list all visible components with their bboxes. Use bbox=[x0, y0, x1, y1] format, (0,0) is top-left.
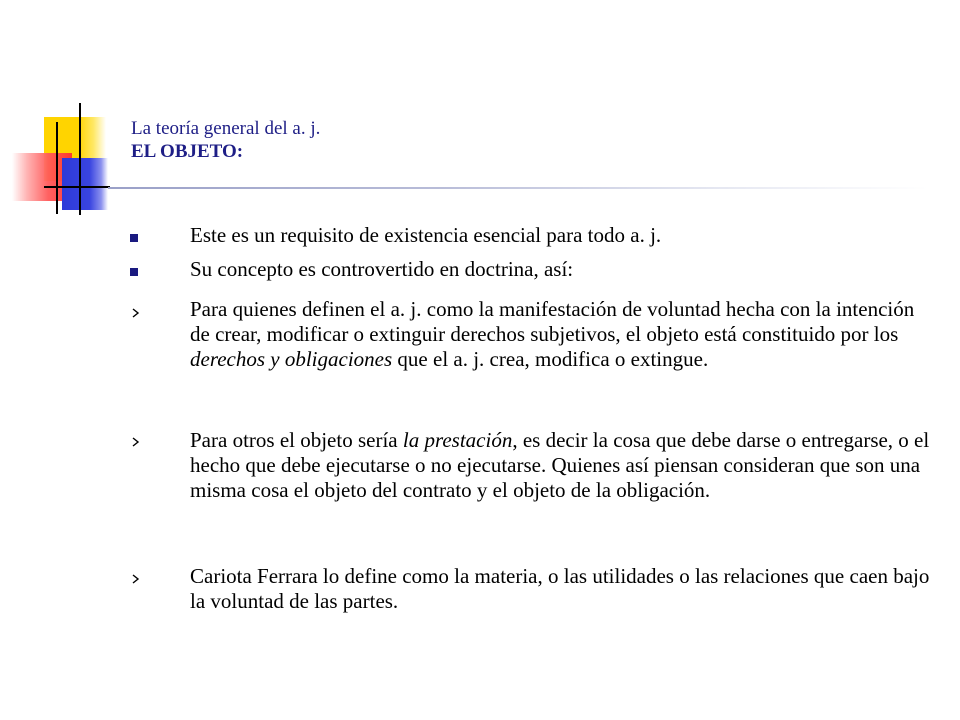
list-item bbox=[190, 223, 935, 248]
title-line-1: La teoría general del a. j. bbox=[131, 118, 321, 139]
list-item bbox=[190, 297, 935, 372]
arrow-bullet-icon bbox=[130, 573, 142, 585]
emphasized-text: derechos y obligaciones bbox=[190, 347, 393, 371]
item-text: Para quienes definen el a. j. como la manifestación de voluntad hecha con la intención de crear, modificar o extinguir derechos subjetivos, el objeto está constituido por los bbox=[190, 297, 915, 346]
item-text: Este es un requisito de existencia esencial para todo a. j. bbox=[190, 223, 662, 247]
square-bullet-icon bbox=[130, 234, 138, 242]
list-item bbox=[190, 564, 935, 614]
square-bullet-icon bbox=[130, 268, 138, 276]
item-text: que el a. j. crea, modifica o extingue. bbox=[392, 347, 709, 371]
item-text: Su concepto es controvertido en doctrina, así: bbox=[190, 257, 574, 281]
item-text: , es decir la cosa que debe darse o entregarse, o el hecho que debe ejecutarse o no ejecutarse. Quienes así piensan consideran que son una misma cosa el objeto del contrato y el objeto de la obligación. bbox=[190, 428, 930, 502]
item-text: Cariota Ferrara lo define como la materia, o las utilidades o las relaciones que caen bajo la voluntad de las partes. bbox=[190, 564, 930, 613]
title-line-2: EL OBJETO: bbox=[131, 141, 244, 162]
arrow-bullet-icon bbox=[130, 436, 142, 448]
list-item bbox=[190, 257, 935, 282]
emphasized-text: la prestación bbox=[402, 428, 513, 452]
item-text: Para otros el objeto sería bbox=[190, 428, 403, 452]
arrow-bullet-icon bbox=[130, 307, 142, 319]
list-item bbox=[190, 428, 935, 503]
